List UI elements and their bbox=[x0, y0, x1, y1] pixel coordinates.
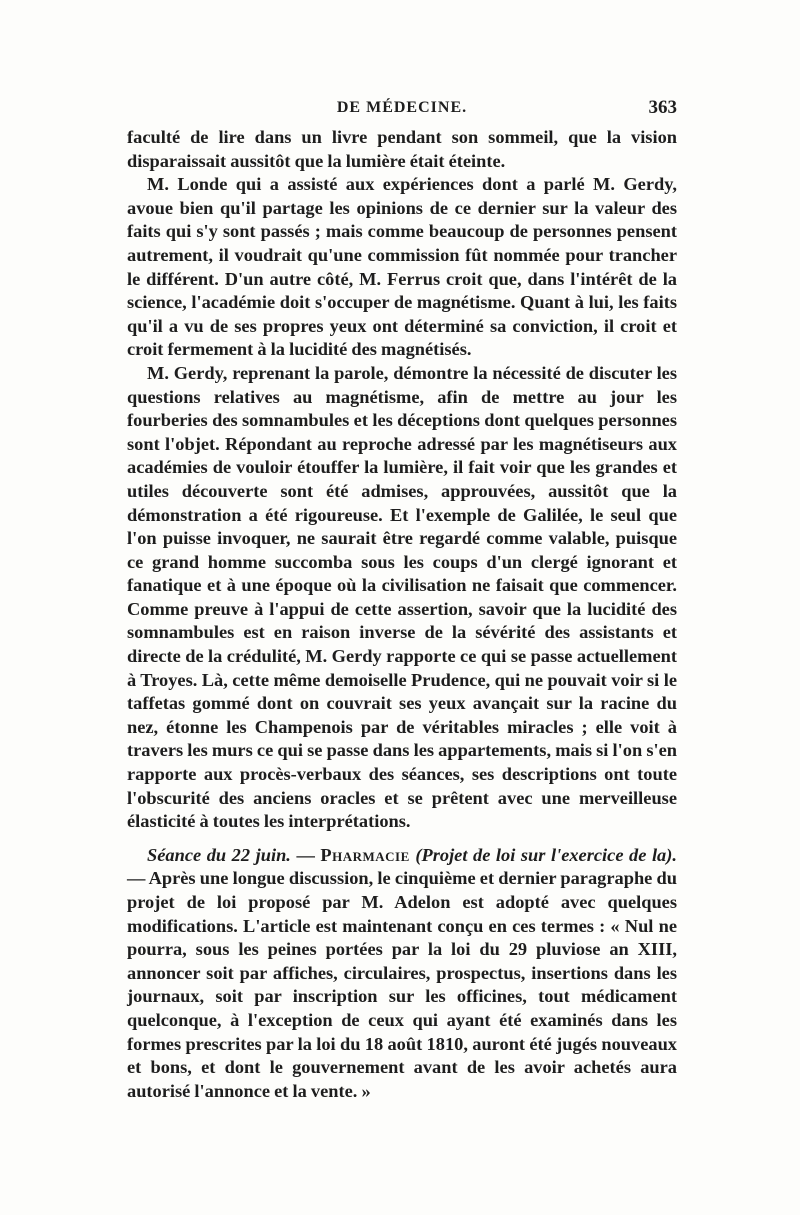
sitting-text: — Après une longue discussion, le cinquième et dernier paragraphe du projet de loi proposé par M. Adelon est adopté avec quelques modifications. L'article est maintenant conçu en ces termes : « Nul ne pourra, sous les peines portées par la loi du 29 pluviose an XIII, annoncer soit par affiches, circulaires, prospectus, insertions dans les journaux, soit par inscription sur les officines, tout médicament quelconque, à l'exception de ceux qui ayant été examinés dans les formes prescrites par la loi du 18 août 1810, auront été jugés nouveaux et bons, et dont le gouvernement avant de les avoir achetés aura autorisé l'annonce et la vente. » bbox=[127, 868, 677, 1101]
paragraph-sitting bbox=[127, 844, 677, 1104]
paragraph-londe: M. Londe qui a assisté aux expériences dont a parlé M. Gerdy, avoue bien qu'il partage les opinions de ce dernier sur la valeur des faits qui s'y sont passés ; mais comme beaucoup de personnes pensent autrement, il voudrait qu'une commission fût nommée pour trancher le différent. D'un autre côté, M. Ferrus croit que, dans l'intérêt de la science, l'académie doit s'occuper de magnétisme. Quant à lui, les faits qu'il a vu de ses propres yeux ont déterminé sa conviction, il croit et croit fermement à la lucidité des magnétisés. bbox=[127, 174, 677, 360]
page-number: 363 bbox=[648, 97, 677, 118]
section-heading: Pharmacie bbox=[320, 844, 410, 865]
body-text bbox=[127, 126, 677, 1103]
project-title: (Projet de loi sur l'exercice de la). bbox=[415, 844, 677, 865]
running-head bbox=[127, 96, 677, 120]
paragraph-gerdy: M. Gerdy, reprenant la parole, démontre la nécessité de discuter les questions relatives au magnétisme, afin de mettre au jour les fourberies des somnambules et les déceptions dont quelques personnes sont l'objet. Répondant au reproche adressé par les magnétiseurs aux académies de vouloir étouffer la lumière, il fait voir que les grandes et utiles découverte sont été admises, approuvées, aussitôt que la démonstration a été rigoureuse. Et l'exemple de Galilée, le seul que l'on puisse invoquer, ne saurait être regardé comme valable, puisque ce grand homme succomba sous les coups d'un clergé ignorant et fanatique et à une époque où la civilisation ne faisait que commencer. Comme preuve à l'appui de cette assertion, savoir que la lucidité des somnambules est en raison inverse de la sévérité des assistants et directe de la crédulité, M. Gerdy rapporte ce qui se passe actuellement à Troyes. Là, cette même demoiselle Prudence, qui ne pouvait voir si le taffetas gommé dont on couvrait ses yeux avançait sur la racine du nez, étonne les Champenois par de véritables miracles ; elle voit à travers les murs ce qui se passe dans les appartements, mais si l'on s'en rapporte aux procès-verbaux des séances, ses descriptions ont toute l'obscurité des anciens oracles et se prêtent avec une merveilleuse élasticité à toutes les interprétations. bbox=[127, 362, 677, 832]
sitting-dash: — bbox=[290, 844, 321, 865]
paragraph-continuation: faculté de lire dans un livre pendant son sommeil, que la vision disparaissait aussitôt que la lumière était éteinte. bbox=[127, 127, 677, 171]
sitting-date: Séance du 22 juin. bbox=[147, 844, 291, 865]
running-title: DE MÉDECINE. bbox=[336, 99, 468, 116]
